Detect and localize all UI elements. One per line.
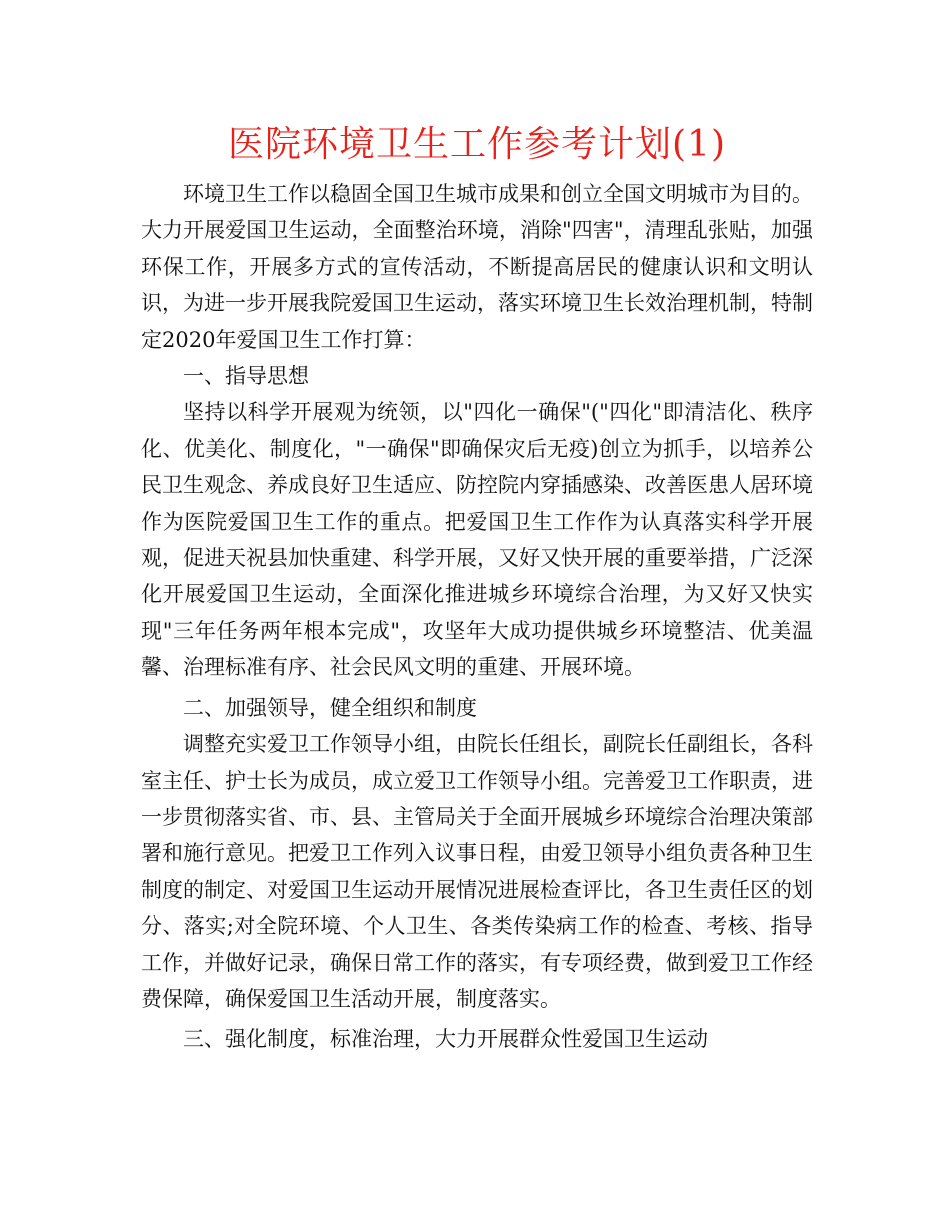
section-2-heading: 二、加强领导，健全组织和制度	[183, 695, 477, 720]
section-2-body: 调整充实爱卫工作领导小组，由院长任组长，副院长任副组长，各科室主任、护士长为成员，成立爱卫工作领导小组。完善爱卫工作职责，进一步贯彻落实省、市、县、主管局关于全面开展城乡环境综合治理决策部署和施行意见。把爱卫工作列入议事日程，由爱卫领导小组负责各种卫生制度的制定、对爱国卫生运动开展情况进展检查评比，各卫生责任区的划分、落实;对全院环境、个人卫生、各类传染病工作的检查、考核、指导工作，并做好记录，确保日常工作的落实，有专项经费，做到爱卫工作经费保障，确保爱国卫生活动开展，制度落实。	[141, 732, 813, 1011]
document-page	[141, 120, 813, 1058]
section-3-heading: 三、强化制度，标准治理，大力开展群众性爱国卫生运动	[183, 1027, 708, 1052]
intro-paragraph: 环境卫生工作以稳固全国卫生城市成果和创立全国文明城市为目的。大力开展爱国卫生运动，全面整治环境，消除"四害"，清理乱张贴，加强环保工作，开展多方式的宣传活动，不断提高居民的健康认识和文明认识，为进一步开展我院爱国卫生运动，落实环境卫生长效治理机制，特制定2020年爱国卫生工作打算：	[141, 182, 813, 352]
document-title: 医院环境卫生工作参考计划(1)	[228, 124, 726, 165]
section-1-heading: 一、指导思想	[183, 364, 309, 389]
section-1-body: 坚持以科学开展观为统领，以"四化一确保"("四化"即清洁化、秩序化、优美化、制度化，"一确保"即确保灾后无疫)创立为抓手，以培养公民卫生观念、养成良好卫生适应、防控院内穿插感染、改善医患人居环境作为医院爱国卫生工作的重点。把爱国卫生工作作为认真落实科学开展观，促进天祝县加快重建、科学开展，又好又快开展的重要举措，广泛深化开展爱国卫生运动，全面深化推进城乡环境综合治理，为又好又快实现"三年任务两年根本完成"，攻坚年大成功提供城乡环境整洁、优美温馨、治理标准有序、社会民风文明的重建、开展环境。	[141, 400, 813, 680]
